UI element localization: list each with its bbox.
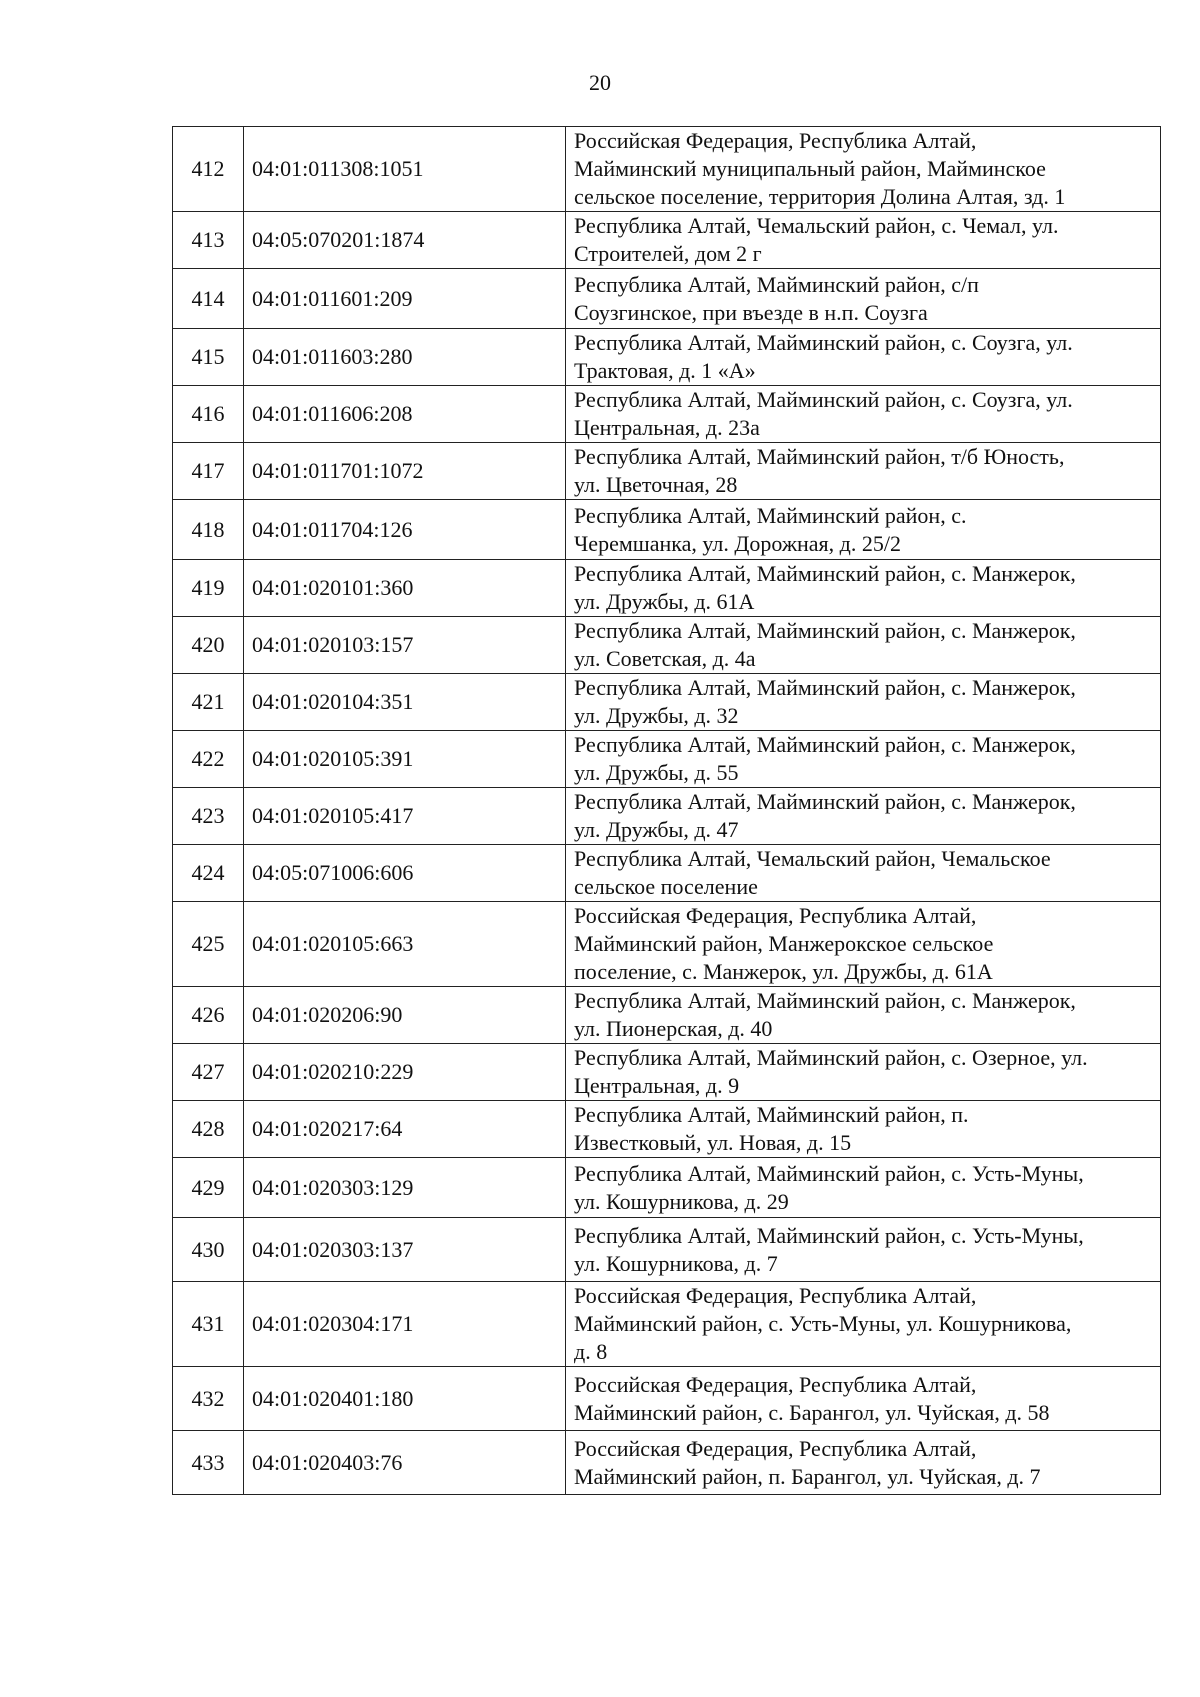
cadastral-number-cell: 04:01:020303:129 bbox=[244, 1158, 566, 1218]
cadastral-number-cell: 04:01:020304:171 bbox=[244, 1282, 566, 1367]
cadastral-number-cell: 04:01:020105:663 bbox=[244, 902, 566, 987]
table-row bbox=[173, 674, 1161, 731]
address-cell: Республика Алтай, Чемальский район, с. Чемал, ул. Строителей, дом 2 г bbox=[566, 212, 1161, 269]
address-cell: Республика Алтай, Майминский район, с. Манжерок, ул. Пионерская, д. 40 bbox=[566, 987, 1161, 1044]
address-cell: Республика Алтай, Майминский район, с. Озерное, ул. Центральная, д. 9 bbox=[566, 1044, 1161, 1101]
address-cell: Республика Алтай, Майминский район, с. Соузга, ул. Трактовая, д. 1 «А» bbox=[566, 329, 1161, 386]
table-row bbox=[173, 127, 1161, 212]
row-number-cell: 424 bbox=[173, 845, 244, 902]
cadastral-number-cell: 04:01:011603:280 bbox=[244, 329, 566, 386]
table-row bbox=[173, 987, 1161, 1044]
address-cell: Республика Алтай, Майминский район, с. Манжерок, ул. Дружбы, д. 47 bbox=[566, 788, 1161, 845]
row-number-cell: 420 bbox=[173, 617, 244, 674]
address-cell: Республика Алтай, Майминский район, с. Манжерок, ул. Дружбы, д. 32 bbox=[566, 674, 1161, 731]
row-number-cell: 416 bbox=[173, 386, 244, 443]
cadastral-number-cell: 04:01:020105:391 bbox=[244, 731, 566, 788]
address-cell: Республика Алтай, Майминский район, с. Усть-Муны, ул. Кошурникова, д. 29 bbox=[566, 1158, 1161, 1218]
cadastral-number-cell: 04:01:020103:157 bbox=[244, 617, 566, 674]
row-number-cell: 415 bbox=[173, 329, 244, 386]
address-cell: Республика Алтай, Майминский район, с. Манжерок, ул. Дружбы, д. 61А bbox=[566, 560, 1161, 617]
table-row bbox=[173, 212, 1161, 269]
table-row bbox=[173, 617, 1161, 674]
row-number-cell: 433 bbox=[173, 1431, 244, 1495]
row-number-cell: 429 bbox=[173, 1158, 244, 1218]
table-row bbox=[173, 1158, 1161, 1218]
table-row bbox=[173, 443, 1161, 500]
registry-table-body bbox=[173, 127, 1161, 1495]
table-row bbox=[173, 1218, 1161, 1282]
cadastral-number-cell: 04:01:011308:1051 bbox=[244, 127, 566, 212]
row-number-cell: 421 bbox=[173, 674, 244, 731]
cadastral-number-cell: 04:01:011601:209 bbox=[244, 269, 566, 329]
cadastral-number-cell: 04:01:011701:1072 bbox=[244, 443, 566, 500]
table-row bbox=[173, 845, 1161, 902]
row-number-cell: 423 bbox=[173, 788, 244, 845]
address-cell: Российская Федерация, Республика Алтай, Майминский район, с. Усть-Муны, ул. Кошурникова, д. 8 bbox=[566, 1282, 1161, 1367]
table-row bbox=[173, 329, 1161, 386]
row-number-cell: 432 bbox=[173, 1367, 244, 1431]
address-cell: Республика Алтай, Майминский район, с. Усть-Муны, ул. Кошурникова, д. 7 bbox=[566, 1218, 1161, 1282]
cadastral-number-cell: 04:01:020206:90 bbox=[244, 987, 566, 1044]
address-cell: Республика Алтай, Чемальский район, Чемальское сельское поселение bbox=[566, 845, 1161, 902]
table-row bbox=[173, 1282, 1161, 1367]
table-row bbox=[173, 560, 1161, 617]
row-number-cell: 428 bbox=[173, 1101, 244, 1158]
row-number-cell: 426 bbox=[173, 987, 244, 1044]
row-number-cell: 431 bbox=[173, 1282, 244, 1367]
cadastral-number-cell: 04:01:020403:76 bbox=[244, 1431, 566, 1495]
table-row bbox=[173, 269, 1161, 329]
cadastral-number-cell: 04:01:020401:180 bbox=[244, 1367, 566, 1431]
table-row bbox=[173, 1367, 1161, 1431]
table-row bbox=[173, 731, 1161, 788]
cadastral-number-cell: 04:05:071006:606 bbox=[244, 845, 566, 902]
address-cell: Российская Федерация, Республика Алтай, Майминский район, Манжерокское сельское поселение, с. Манжерок, ул. Дружбы, д. 61А bbox=[566, 902, 1161, 987]
row-number-cell: 425 bbox=[173, 902, 244, 987]
row-number-cell: 419 bbox=[173, 560, 244, 617]
address-cell: Республика Алтай, Майминский район, т/б Юность, ул. Цветочная, 28 bbox=[566, 443, 1161, 500]
cadastral-number-cell: 04:01:020105:417 bbox=[244, 788, 566, 845]
address-cell: Республика Алтай, Майминский район, с. Манжерок, ул. Советская, д. 4а bbox=[566, 617, 1161, 674]
address-cell: Российская Федерация, Республика Алтай, Майминский муниципальный район, Майминское сельское поселение, территория Долина Алтая, зд. 1 bbox=[566, 127, 1161, 212]
cadastral-number-cell: 04:01:020303:137 bbox=[244, 1218, 566, 1282]
row-number-cell: 412 bbox=[173, 127, 244, 212]
row-number-cell: 422 bbox=[173, 731, 244, 788]
row-number-cell: 430 bbox=[173, 1218, 244, 1282]
cadastral-number-cell: 04:01:011606:208 bbox=[244, 386, 566, 443]
table-row bbox=[173, 500, 1161, 560]
table-row bbox=[173, 1101, 1161, 1158]
address-cell: Республика Алтай, Майминский район, п. Известковый, ул. Новая, д. 15 bbox=[566, 1101, 1161, 1158]
cadastral-number-cell: 04:01:011704:126 bbox=[244, 500, 566, 560]
address-cell: Республика Алтай, Майминский район, с. Соузга, ул. Центральная, д. 23а bbox=[566, 386, 1161, 443]
row-number-cell: 427 bbox=[173, 1044, 244, 1101]
row-number-cell: 414 bbox=[173, 269, 244, 329]
registry-table bbox=[172, 126, 1161, 1495]
cadastral-number-cell: 04:01:020101:360 bbox=[244, 560, 566, 617]
cadastral-number-cell: 04:01:020217:64 bbox=[244, 1101, 566, 1158]
row-number-cell: 418 bbox=[173, 500, 244, 560]
table-row bbox=[173, 386, 1161, 443]
address-cell: Российская Федерация, Республика Алтай, Майминский район, с. Барангол, ул. Чуйская, д. 58 bbox=[566, 1367, 1161, 1431]
address-cell: Республика Алтай, Майминский район, с. Манжерок, ул. Дружбы, д. 55 bbox=[566, 731, 1161, 788]
cadastral-number-cell: 04:01:020104:351 bbox=[244, 674, 566, 731]
table-row bbox=[173, 1044, 1161, 1101]
cadastral-number-cell: 04:05:070201:1874 bbox=[244, 212, 566, 269]
address-cell: Республика Алтай, Майминский район, с/п Соузгинское, при въезде в н.п. Соузга bbox=[566, 269, 1161, 329]
row-number-cell: 417 bbox=[173, 443, 244, 500]
address-cell: Российская Федерация, Республика Алтай, Майминский район, п. Барангол, ул. Чуйская, д. 7 bbox=[566, 1431, 1161, 1495]
cadastral-number-cell: 04:01:020210:229 bbox=[244, 1044, 566, 1101]
page-number: 20 bbox=[589, 70, 611, 95]
row-number-cell: 413 bbox=[173, 212, 244, 269]
table-row bbox=[173, 788, 1161, 845]
table-row bbox=[173, 1431, 1161, 1495]
table-row bbox=[173, 902, 1161, 987]
address-cell: Республика Алтай, Майминский район, с. Черемшанка, ул. Дорожная, д. 25/2 bbox=[566, 500, 1161, 560]
